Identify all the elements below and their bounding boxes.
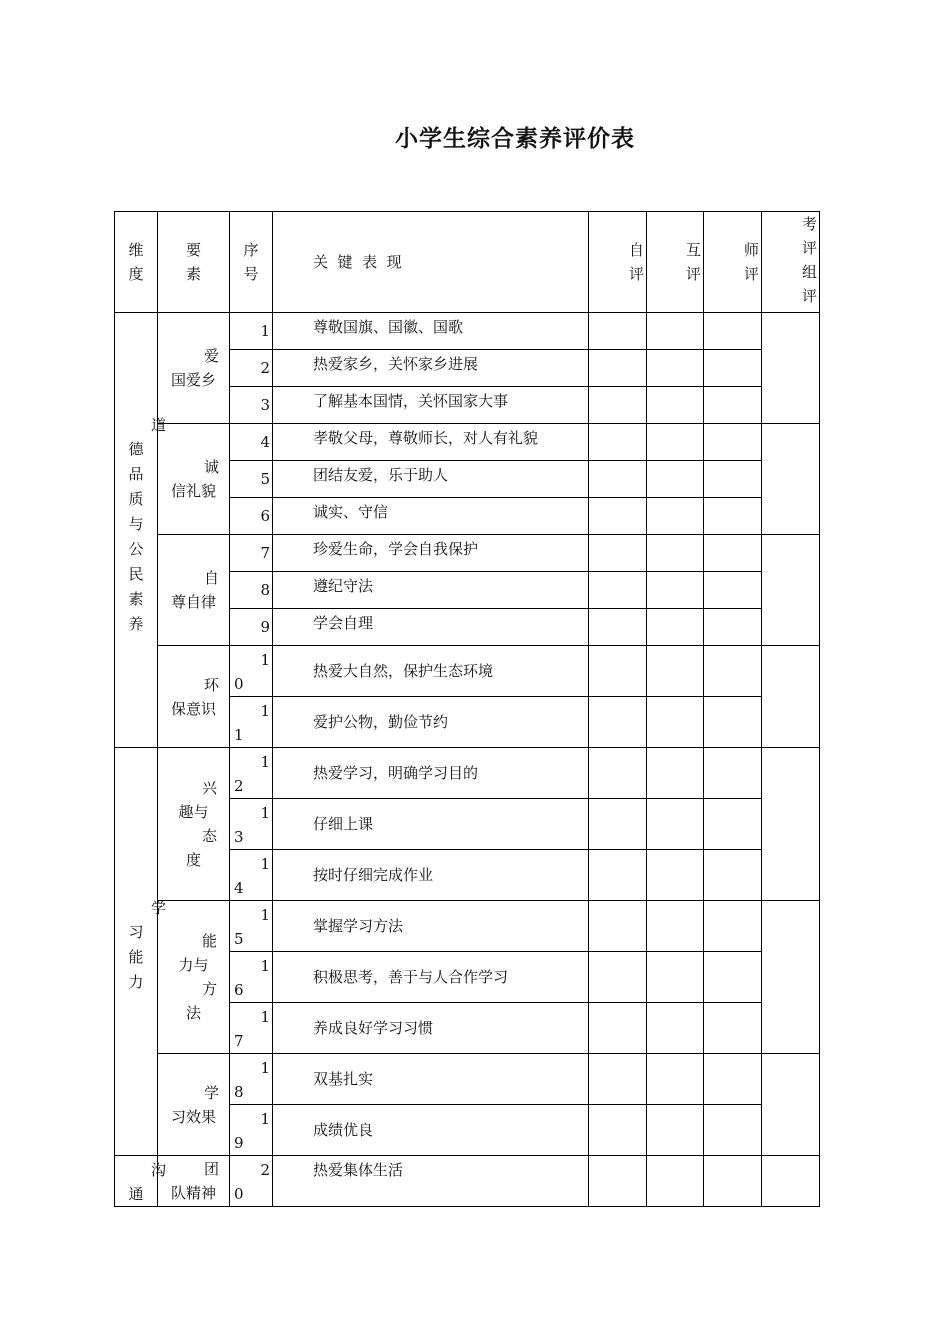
key-performance-cell: 热爱集体生活	[273, 1156, 589, 1207]
header-char: 组	[801, 263, 817, 281]
peer-score-cell[interactable]	[647, 461, 704, 498]
element-cell	[158, 1054, 230, 1156]
peer-score-cell[interactable]	[647, 850, 704, 901]
group-score-cell[interactable]	[762, 535, 820, 646]
header-char: 评	[743, 265, 759, 283]
dimension-char: 力	[128, 973, 144, 991]
element-line: 方	[201, 980, 217, 998]
dimension-cell	[115, 313, 167, 748]
peer-score-cell[interactable]	[647, 387, 704, 424]
seq-cell: 7	[230, 535, 273, 572]
element-line: 度	[185, 851, 201, 869]
teacher-score-cell[interactable]	[704, 424, 762, 461]
teacher-score-cell[interactable]	[704, 850, 762, 901]
teacher-score-cell[interactable]	[704, 1156, 762, 1207]
header-seq	[230, 212, 273, 313]
table-row	[115, 313, 820, 350]
header-group	[762, 212, 820, 313]
teacher-score-cell[interactable]	[704, 901, 762, 952]
self-score-cell[interactable]	[589, 461, 647, 498]
dimension-char: 与	[128, 515, 144, 533]
peer-score-cell[interactable]	[647, 952, 704, 1003]
header-char: 评	[801, 287, 817, 305]
seq-cell: 2	[230, 350, 273, 387]
element-cell	[158, 748, 230, 901]
key-performance-cell: 成绩优良	[273, 1105, 589, 1156]
group-score-cell[interactable]	[762, 1054, 820, 1156]
header-dimension	[115, 212, 158, 313]
teacher-score-cell[interactable]	[704, 313, 762, 350]
header-char: 自	[628, 241, 644, 259]
cell-text	[230, 212, 272, 312]
table-header-row	[115, 212, 820, 313]
key-performance-cell: 珍爱生命，学会自我保护	[273, 535, 589, 572]
seq-cell: 1	[230, 313, 273, 350]
header-char: 评	[685, 265, 701, 283]
dimension-top-char: 学	[151, 899, 167, 917]
table-row	[115, 535, 820, 572]
seq-cell: 1 8	[230, 1054, 273, 1105]
peer-score-cell[interactable]	[647, 1156, 704, 1207]
self-score-cell[interactable]	[589, 850, 647, 901]
seq-cell: 1 4	[230, 850, 273, 901]
self-score-cell[interactable]	[589, 748, 647, 799]
self-score-cell[interactable]	[589, 646, 647, 697]
seq-cell: 4	[230, 424, 273, 461]
table-row	[115, 1054, 820, 1105]
cell-char: 号	[243, 265, 259, 283]
teacher-score-cell[interactable]	[704, 952, 762, 1003]
element-line: 兴	[201, 779, 217, 797]
group-score-cell[interactable]	[762, 748, 820, 901]
element-line: 爱	[203, 347, 219, 365]
seq-cell: 1 2	[230, 748, 273, 799]
dimension-char: 习	[128, 923, 144, 941]
teacher-score-cell[interactable]	[704, 572, 762, 609]
seq-cell: 1 7	[230, 1003, 273, 1054]
key-performance-cell: 诚实、守信	[273, 498, 589, 535]
self-score-cell[interactable]	[589, 1054, 647, 1105]
element-line: 环	[203, 675, 219, 694]
page-title: 小学生综合素养评价表	[395, 126, 635, 152]
seq-cell: 1 6	[230, 952, 273, 1003]
element-cell	[158, 1156, 230, 1207]
key-performance-cell: 热爱学习，明确学习目的	[273, 748, 589, 799]
header-char: 评	[801, 239, 817, 257]
element-line: 团	[203, 1160, 219, 1178]
self-score-cell[interactable]	[589, 697, 647, 748]
key-performance-cell: 养成良好学习习惯	[273, 1003, 589, 1054]
table-row	[115, 1156, 820, 1207]
table-row	[115, 748, 820, 799]
header-key-label: 关 键 表 现	[313, 253, 402, 271]
element-cell	[158, 313, 230, 424]
key-performance-cell: 热爱家乡，关怀家乡进展	[273, 350, 589, 387]
cell-char: 维	[128, 241, 144, 259]
key-performance-cell: 尊敬国旗、国徽、国歌	[273, 313, 589, 350]
teacher-score-cell[interactable]	[704, 387, 762, 424]
cell-char: 素	[185, 265, 201, 283]
seq-cell: 1 1	[230, 697, 273, 748]
key-performance-cell: 按时仔细完成作业	[273, 850, 589, 901]
header-char: 评	[628, 265, 644, 283]
header-peer	[647, 212, 704, 313]
dimension-char: 公	[128, 540, 144, 558]
group-score-cell[interactable]	[762, 424, 820, 535]
self-score-cell[interactable]	[589, 1003, 647, 1054]
table-row	[115, 901, 820, 952]
key-performance-cell: 仔细上课	[273, 799, 589, 850]
self-score-cell[interactable]	[589, 535, 647, 572]
teacher-score-cell[interactable]	[704, 748, 762, 799]
header-char: 考	[801, 215, 817, 233]
peer-score-cell[interactable]	[647, 313, 704, 350]
dimension-char: 能	[128, 948, 144, 966]
self-score-cell[interactable]	[589, 1156, 647, 1207]
cell-text	[158, 212, 229, 312]
seq-cell: 1 3	[230, 799, 273, 850]
element-line: 保意识	[170, 699, 216, 718]
self-score-cell[interactable]	[589, 350, 647, 387]
key-performance-cell: 学会自理	[273, 609, 589, 646]
header-teacher	[704, 212, 762, 313]
evaluation-table	[114, 211, 820, 1207]
teacher-score-cell[interactable]	[704, 461, 762, 498]
header-key	[273, 212, 589, 313]
key-performance-cell: 积极思考，善于与人合作学习	[273, 952, 589, 1003]
element-line: 态	[201, 827, 217, 845]
self-score-cell[interactable]	[589, 387, 647, 424]
element-line: 队精神	[170, 1184, 216, 1202]
peer-score-cell[interactable]	[647, 1105, 704, 1156]
seq-cell: 8	[230, 572, 273, 609]
dimension-char: 民	[128, 565, 144, 583]
header-self	[589, 212, 647, 313]
element-line: 国爱乡	[170, 371, 216, 389]
seq-cell: 6	[230, 498, 273, 535]
self-score-cell[interactable]	[589, 313, 647, 350]
seq-cell: 5	[230, 461, 273, 498]
dimension-cell	[115, 748, 167, 1156]
self-score-cell[interactable]	[589, 799, 647, 850]
self-score-cell[interactable]	[589, 952, 647, 1003]
peer-score-cell[interactable]	[647, 1003, 704, 1054]
element-cell	[158, 646, 230, 748]
header-char: 师	[743, 241, 759, 259]
dimension-char: 通	[128, 1185, 144, 1203]
group-score-cell[interactable]	[762, 646, 820, 748]
self-score-cell[interactable]	[589, 498, 647, 535]
dimension-top-char: 道	[151, 416, 167, 434]
key-performance-cell: 爱护公物，勤俭节约	[273, 697, 589, 748]
element-line: 诚	[203, 458, 219, 476]
peer-score-cell[interactable]	[647, 901, 704, 952]
teacher-score-cell[interactable]	[704, 350, 762, 387]
teacher-score-cell[interactable]	[704, 799, 762, 850]
element-line: 能	[201, 932, 217, 950]
key-performance-cell: 遵纪守法	[273, 572, 589, 609]
teacher-score-cell[interactable]	[704, 1054, 762, 1105]
element-line: 自	[203, 569, 219, 587]
table-row	[115, 424, 820, 461]
cell-char: 要	[185, 241, 201, 259]
seq-cell: 9	[230, 609, 273, 646]
group-score-cell[interactable]	[762, 1156, 820, 1207]
cell-char: 度	[128, 265, 144, 283]
key-performance-cell: 了解基本国情，关怀国家大事	[273, 387, 589, 424]
teacher-score-cell[interactable]	[704, 498, 762, 535]
self-score-cell[interactable]	[589, 1105, 647, 1156]
peer-score-cell[interactable]	[647, 350, 704, 387]
self-score-cell[interactable]	[589, 901, 647, 952]
dimension-char: 素	[128, 590, 144, 608]
dimension-char: 养	[128, 615, 144, 633]
dimension-char: 德	[128, 440, 144, 458]
peer-score-cell[interactable]	[647, 498, 704, 535]
cell-char: 序	[243, 241, 259, 259]
element-line: 信礼貌	[170, 482, 216, 500]
element-line: 学	[203, 1083, 219, 1102]
peer-score-cell[interactable]	[647, 748, 704, 799]
table-row	[115, 646, 820, 697]
peer-score-cell[interactable]	[647, 1054, 704, 1105]
peer-score-cell[interactable]	[647, 697, 704, 748]
dimension-char: 品	[128, 465, 144, 483]
header-element	[158, 212, 230, 313]
element-cell	[158, 901, 230, 1054]
seq-cell: 1 9	[230, 1105, 273, 1156]
teacher-score-cell[interactable]	[704, 1003, 762, 1054]
seq-cell: 2 0	[230, 1156, 273, 1207]
element-line: 习效果	[170, 1107, 216, 1126]
element-line: 趣与	[178, 803, 209, 821]
group-score-cell[interactable]	[762, 313, 820, 424]
header-char: 互	[685, 241, 701, 259]
peer-score-cell[interactable]	[647, 609, 704, 646]
key-performance-cell: 团结友爱，乐于助人	[273, 461, 589, 498]
element-cell	[158, 535, 230, 646]
group-score-cell[interactable]	[762, 901, 820, 1054]
teacher-score-cell[interactable]	[704, 697, 762, 748]
key-performance-cell: 孝敬父母，尊敬师长，对人有礼貌	[273, 424, 589, 461]
seq-cell: 1 0	[230, 646, 273, 697]
cell-text	[115, 212, 157, 312]
seq-cell: 3	[230, 387, 273, 424]
element-cell	[158, 424, 230, 535]
key-performance-cell: 掌握学习方法	[273, 901, 589, 952]
teacher-score-cell[interactable]	[704, 1105, 762, 1156]
key-performance-cell: 双基扎实	[273, 1054, 589, 1105]
dimension-top-char: 沟	[151, 1161, 167, 1179]
dimension-cell	[115, 1156, 167, 1207]
teacher-score-cell[interactable]	[704, 535, 762, 572]
seq-cell: 1 5	[230, 901, 273, 952]
peer-score-cell[interactable]	[647, 572, 704, 609]
key-performance-cell: 热爱大自然，保护生态环境	[273, 646, 589, 697]
element-line: 尊自律	[170, 593, 216, 611]
dimension-char: 质	[128, 490, 144, 508]
teacher-score-cell[interactable]	[704, 646, 762, 697]
peer-score-cell[interactable]	[647, 646, 704, 697]
teacher-score-cell[interactable]	[704, 609, 762, 646]
self-score-cell[interactable]	[589, 572, 647, 609]
element-line: 力与	[178, 956, 209, 974]
peer-score-cell[interactable]	[647, 424, 704, 461]
peer-score-cell[interactable]	[647, 535, 704, 572]
self-score-cell[interactable]	[589, 609, 647, 646]
element-line: 法	[185, 1004, 201, 1022]
peer-score-cell[interactable]	[647, 799, 704, 850]
self-score-cell[interactable]	[589, 424, 647, 461]
